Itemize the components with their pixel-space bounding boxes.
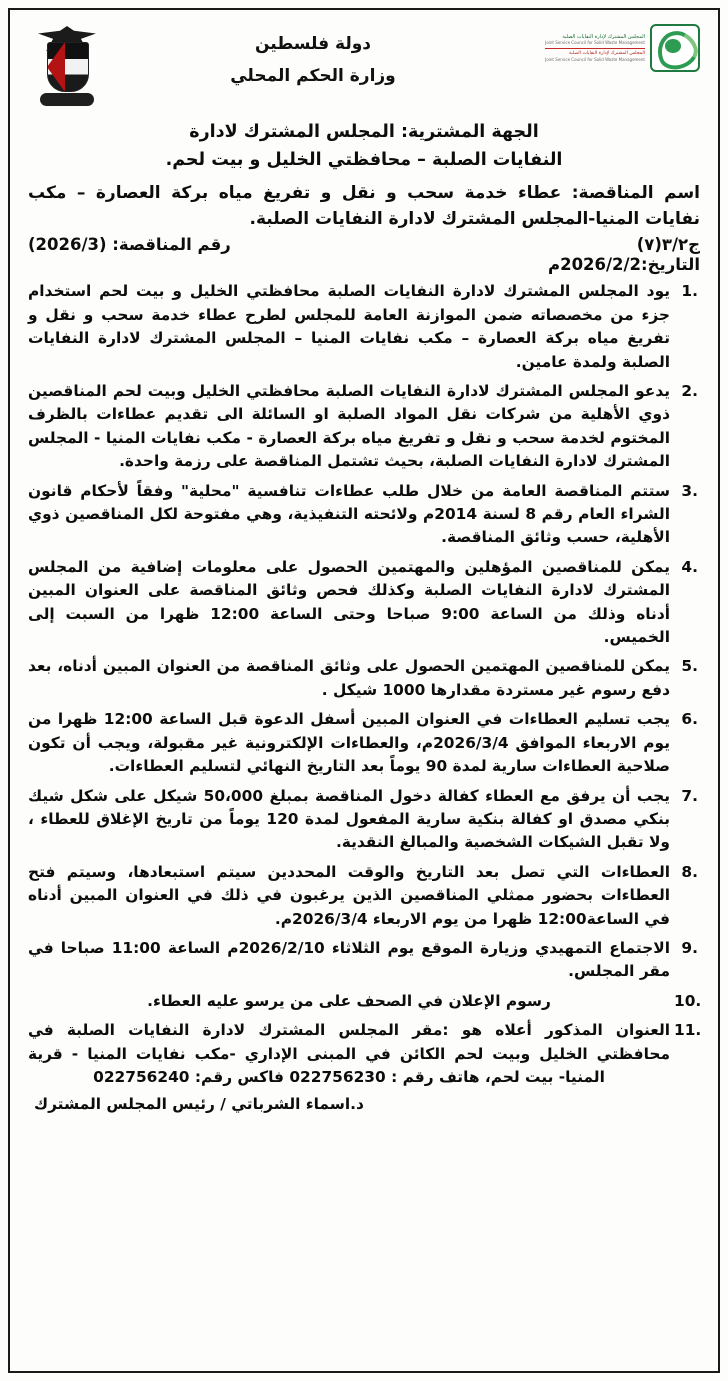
shield-icon (47, 42, 89, 92)
purchasing-authority (28, 118, 700, 175)
clause-list (28, 280, 700, 1089)
clause-item: العطاءات التي تصل بعد التاريخ والوقت المحددين سيتم استبعادها، وسيتم فتح العطاءات بحضور ممثلي المناقصين الذين يرغبون في ذلك في العنوان المبين أدناه في الساعة12:00 ظهرا من يوم الاربعاء 2026/3/4م. (28, 862, 670, 928)
tender-number: رقم المناقصة: (2026/3) (28, 235, 231, 255)
tender-number-row (28, 235, 700, 254)
council-logo-arabic-line: المجلس المشترك لإدارة النفايات الصلبة (562, 33, 645, 40)
council-logo-text (545, 34, 645, 63)
clause-item: يمكن للمناقصين المؤهلين والمهتمين الحصول على معلومات إضافية من المجلس المشترك لادارة النفايات الصلبة وكذلك فحص وثائق المناقصة على العنوان المبين أدناه وذلك من الساعة 9:00 صباحا وحتى الساعة 12:00 ظهرا من السبت إلى الخميس. (28, 557, 671, 647)
council-logo-english-line: Joint Service Council for Solid Waste Management (545, 40, 645, 46)
tender-reference-code: ج٣/٢(٧) (636, 235, 700, 255)
document-body (28, 118, 700, 1113)
clause-item: يدعو المجلس المشترك لادارة النفايات الصلبة محافظتي الخليل وبيت لحم المناقصين ذوي الأهلية من شركات نقل المواد الصلبة او السائلة الى تقديم عطاءات بالظرف المختوم لخدمة سحب و نقل و تفريغ مياه بركة العصارة - مكب نفايات المنيا - المجلس المشترك لادارة النفايات الصلبة، بحيث تشتمل المناقصة على رزمة واحدة. (28, 382, 670, 471)
document-header (28, 22, 700, 114)
clause-item: العنوان المذكور أعلاه هو :مقر المجلس المشترك لادارة النفايات الصلبة في محافظتي الخليل وبيت لحم الكائن في المبنى الإداري -مكب نفايات المنيا - قرية المنيا- بيت لحم، هاتف رقم : 022756230 فاكس رقم: 022756240 (28, 1021, 670, 1086)
council-logo-sub-line: Joint Service Council for Solid Waste Management (545, 56, 645, 62)
council-logo-red-line: المجلس المشترك لإدارة النفايات الصلبة (568, 50, 645, 56)
purchasing-authority-label: الجهة المشترية: المجلس المشترك لادارة (189, 122, 539, 142)
clause-item: الاجتماع التمهيدي وزيارة الموقع يوم الثلاثاء 2026/2/10م الساعة 11:00 صباحا في مقر المجلس. (28, 938, 671, 981)
clause-item: يود المجلس المشترك لادارة النفايات الصلبة محافظتي الخليل و بيت لحم استخدام جزء من مخصصاته ضمن الموازنة العامة للمجلس لطرح عطاء خدمة سحب و نقل و تفريغ مياه بركة العصارة – مكب نفايات المنيا – المجلس المشترك لادارة النفايات الصلبة ولمدة عامين. (28, 282, 670, 371)
palestine-emblem-container (28, 22, 106, 108)
recycle-swirl-icon (650, 24, 700, 72)
council-logo-container (520, 22, 700, 72)
clause-item: ستتم المناقصة العامة من خلال طلب عطاءات تنافسية "محلية" وفقاً لأحكام قانون الشراء العام رقم 8 لسنة 2014م ولائحته التنفيذية، وهي مفتوحة لكل المناقصين ذوي الأهلية، حسب وثائق المناقصة. (28, 481, 670, 547)
tender-name: اسم المناقصة: عطاء خدمة سحب و نقل و تفريغ مياه بركة العصارة – مكب نفايات المنيا-المجلس المشترك لادارة النفايات الصلبة. (28, 182, 700, 230)
clause-item: يجب تسليم العطاءات في العنوان المبين أسفل الدعوة قبل الساعة 12:00 ظهرا من يوم الاربعاء الموافق 2026/3/4م، والعطاءات الإلكترونية غير مقبولة، ويجب أن تكون صلاحية العطاءات سارية لمدة 90 يوماً بعد التاريخ النهائي لتسليم العطاءات. (28, 710, 670, 776)
clause-item: يمكن للمناقصين المهتمين الحصول على وثائق المناقصة من العنوان المبين أدناه، بعد دفع رسوم غير مستردة مقدارها 1000 شيكل . (28, 657, 670, 699)
purchasing-authority-value: النفايات الصلبة – محافظتي الخليل و بيت لحم. (165, 150, 563, 171)
clause-item: يجب أن يرفق مع العطاء كفالة دخول المناقصة بمبلغ 50،000 شيكل على شكل شيك بنكي مصدق او كفالة بنكية سارية المفعول لمدة 120 يوماً من تاريخ الإغلاق للعطاء ، ولا تقبل الشيكات الشخصية والمبالغ النقدية. (28, 786, 671, 852)
scroll-banner-icon (40, 93, 94, 106)
joint-service-council-logo-icon (520, 24, 700, 72)
clause-item: رسوم الإعلان في الصحف على من يرسو عليه العطاء. (147, 991, 551, 1010)
tender-date: التاريخ:2026/2/2م (548, 255, 700, 275)
logo-divider (545, 48, 645, 49)
ministry-name: وزارة الحكم المحلي (230, 66, 396, 87)
signature-line: د.اسماء الشرباتي / رئيس المجلس المشترك (34, 1095, 364, 1114)
palestine-state-emblem-icon (36, 22, 98, 108)
state-name: دولة فلسطين (254, 34, 372, 54)
page-content (14, 14, 714, 1367)
header-titles (106, 22, 520, 93)
